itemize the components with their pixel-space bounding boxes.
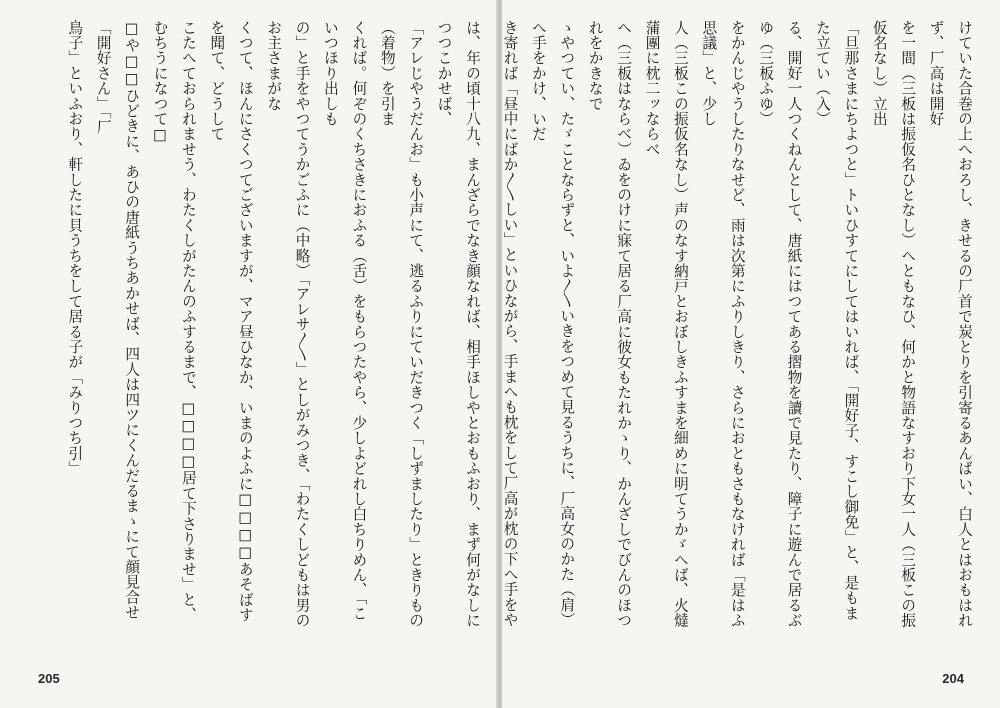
text-line: 「旦那さまにちよつと」トいひすてにしてはいれば、「開好子、すこし御免」と、是もまた立てい（入） (813, 20, 860, 621)
text-line: の」と手をやつてうかごふに（中略）「アレサ〳〵」としがみつき、「わたくしどもは男のお主さまがな (265, 20, 311, 628)
left-page-text (66, 20, 486, 628)
text-line: くれば。何ぞのくちさきにおふる（舌）をもらつたやら、少しよどれし白ちりめん、「こいつほり出しも (321, 20, 368, 621)
text-line: をかんじやうしたりなせど、雨は次第にふりしきり、さらにおともさもなければ「是はふ思議」と、少し (700, 20, 746, 628)
text-line: こたへておられませう、わたくしがたんのふするまで、□□□□居て下さりませ」と、むちうになつて□ (151, 20, 197, 623)
right-page (502, 0, 1000, 708)
text-line: くつて、ほんにさくつてございますが、マア昼ひなか、いまのよふに□□□□あそばすを聞て、どうして (208, 20, 254, 623)
text-line: る、開好一人つくねんとして、唐紙にはつてある摺物を讀で見たり、障子に遊んで居るぶゆ（三板ふゆ） (757, 20, 803, 628)
text-line: を一間（三板は振仮名ひとなし）へともなひ、何かと物語なすおり下女一人（三板この振仮名なし）立出 (870, 20, 917, 628)
text-line: 人（三板この振仮名なし）声のなす納戸とおぼしきふすまを細めに明てうかゞへば、火燵蒲團に枕二ッならべ (643, 20, 689, 628)
right-page-text (502, 20, 978, 628)
text-line: けていた合巻の上へおろし、きせるの厂首で炭とりを引寄るあんばい、白人とはおもはれず、厂高は開好 (927, 20, 973, 628)
page-number-left: 205 (38, 671, 60, 686)
text-line: 「アレじやうだんお」も小声にて、逃るふりにていだきつく「しずましたり」ときりもの（着物）を引ま (378, 20, 425, 628)
text-line: □や□□ひどきに、あひの唐紙うちあかせば、四人は四ツにくんだるまゝにて顔見合せ「開好さん」「厂 (94, 20, 141, 620)
text-line: き寄れば「昼中にばか〳〵しい」といひながら、手まへも枕をして厂高が枕の下へ手をや (502, 20, 519, 628)
text-line: は、年の頃十八九、まんざらでなき顔なれば、相手ほしやとおもふおり、まず何がなしにつつこかせば、 (435, 20, 481, 628)
left-page (0, 0, 498, 708)
page-number-right: 204 (942, 671, 964, 686)
text-line: へ（三板はならべ）ゐをのけに寐て居る厂高に彼女もたれかゝり、かんざしでびんのほつれをかきなで (586, 20, 633, 628)
text-line: ゝやつてい、たゞことならずと、いよ〳〵いきをつめて見るうちに、厂高女のかた（肩）へ手をかけ、いだ (529, 20, 576, 628)
text-line: 鳥子」といふおり、軒したに貝うちをして居る子が「みりつち引」 (66, 20, 84, 476)
